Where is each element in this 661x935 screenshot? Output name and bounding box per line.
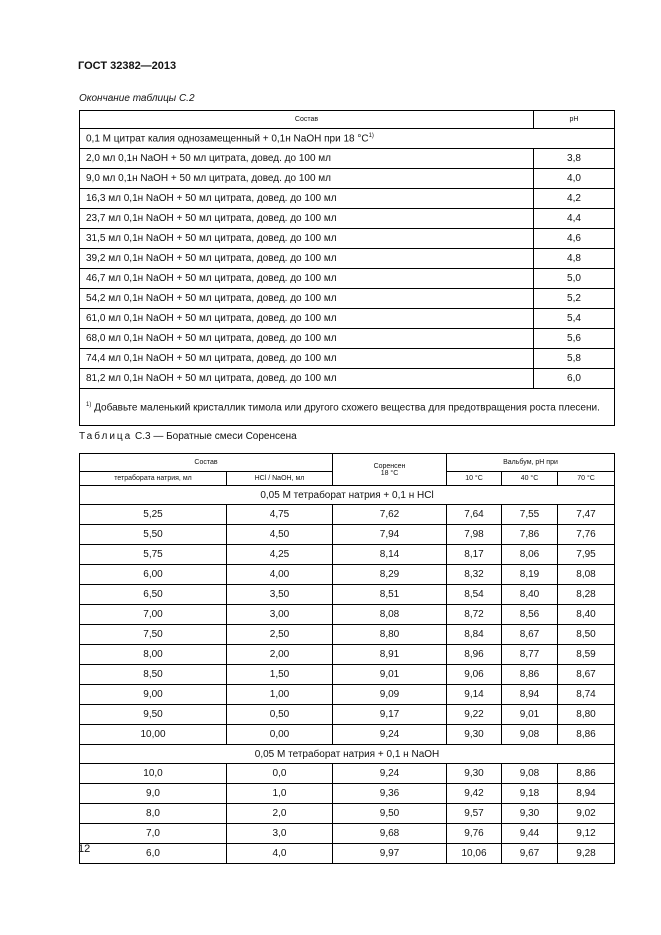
table-row [80, 209, 615, 229]
table-row [80, 705, 615, 725]
composition-cell: 2,0 мл 0,1н NaOH + 50 мл цитрата, довед. до 100 мл [80, 149, 534, 169]
sorensen-cell: 8,08 [333, 605, 447, 625]
walbum-40-cell: 8,19 [502, 565, 558, 585]
acid-base-cell: 4,00 [227, 565, 333, 585]
ph-cell: 5,0 [534, 269, 615, 289]
table-row [80, 229, 615, 249]
acid-base-cell: 2,0 [227, 804, 333, 824]
sorensen-cell: 9,97 [333, 844, 447, 864]
walbum-40-cell: 8,56 [502, 605, 558, 625]
walbum-70-cell: 9,02 [558, 804, 615, 824]
acid-base-cell: 0,50 [227, 705, 333, 725]
ph-cell: 3,8 [534, 149, 615, 169]
table-row [80, 844, 615, 864]
sorensen-cell: 7,94 [333, 525, 447, 545]
table-row [80, 525, 615, 545]
walbum-10-cell: 9,42 [447, 784, 502, 804]
walbum-70-cell: 7,76 [558, 525, 615, 545]
tetraborate-cell: 6,0 [80, 844, 227, 864]
walbum-10-cell: 9,30 [447, 725, 502, 745]
table2-group-title [80, 129, 615, 149]
t70-header: 70 °С [558, 472, 615, 486]
acid-base-cell: 4,0 [227, 844, 333, 864]
composition-cell: 31,5 мл 0,1н NaOH + 50 мл цитрата, довед. до 100 мл [80, 229, 534, 249]
tetraborate-cell: 7,00 [80, 605, 227, 625]
acid-base-cell: 4,50 [227, 525, 333, 545]
walbum-70-cell: 8,86 [558, 725, 615, 745]
table-row [80, 269, 615, 289]
table2-header-row [80, 111, 615, 129]
table-row [80, 645, 615, 665]
table2-caption: Окончание таблицы С.2 [79, 93, 195, 104]
walbum-70-cell: 8,86 [558, 764, 615, 784]
table3-group1-row [80, 486, 615, 505]
walbum-10-cell: 10,06 [447, 844, 502, 864]
walbum-10-cell: 7,98 [447, 525, 502, 545]
tetraborate-cell: 8,00 [80, 645, 227, 665]
sorensen-label: Соренсен [373, 462, 406, 470]
walbum-70-cell: 9,28 [558, 844, 615, 864]
table-row [80, 665, 615, 685]
walbum-40-cell: 8,77 [502, 645, 558, 665]
sorensen-cell: 9,24 [333, 764, 447, 784]
table3-group2-row [80, 745, 615, 764]
table-row [80, 764, 615, 784]
composition-cell: 74,4 мл 0,1н NaOH + 50 мл цитрата, довед. до 100 мл [80, 349, 534, 369]
acid-base-cell: 3,00 [227, 605, 333, 625]
col-composition-header: Состав [80, 111, 534, 129]
sorensen-cell: 8,29 [333, 565, 447, 585]
table-row [80, 169, 615, 189]
table3-group1-body [80, 505, 615, 745]
walbum-70-cell: 8,08 [558, 565, 615, 585]
composition-cell: 39,2 мл 0,1н NaOH + 50 мл цитрата, довед. до 100 мл [80, 249, 534, 269]
table3-caption-rest: С.3 — Боратные смеси Соренсена [135, 431, 297, 442]
walbum-10-cell: 7,64 [447, 505, 502, 525]
tetraborate-cell: 9,50 [80, 705, 227, 725]
sorensen-cell: 9,17 [333, 705, 447, 725]
ph-cell: 5,6 [534, 329, 615, 349]
tetraborate-cell: 9,0 [80, 784, 227, 804]
table-row [80, 249, 615, 269]
walbum-header: Вальбум, pH при [447, 454, 615, 472]
ph-cell: 4,4 [534, 209, 615, 229]
acid-base-cell: 3,50 [227, 585, 333, 605]
composition-cell: 61,0 мл 0,1н NaOH + 50 мл цитрата, довед. до 100 мл [80, 309, 534, 329]
table-row [80, 565, 615, 585]
walbum-40-cell: 8,40 [502, 585, 558, 605]
tetraborate-cell: 10,00 [80, 725, 227, 745]
ph-cell: 4,2 [534, 189, 615, 209]
acid-base-cell: 4,75 [227, 505, 333, 525]
walbum-40-cell: 8,06 [502, 545, 558, 565]
table-row [80, 685, 615, 705]
table-row [80, 545, 615, 565]
walbum-10-cell: 8,54 [447, 585, 502, 605]
tetraborate-cell: 5,25 [80, 505, 227, 525]
walbum-10-cell: 8,32 [447, 565, 502, 585]
col-ph-header: pH [534, 111, 615, 129]
ph-cell: 4,0 [534, 169, 615, 189]
tetraborate-cell: 5,75 [80, 545, 227, 565]
walbum-10-cell: 9,14 [447, 685, 502, 705]
table2-footnote-row [80, 389, 615, 426]
t40-header: 40 °С [502, 472, 558, 486]
table3-group2-body [80, 764, 615, 864]
walbum-40-cell: 8,86 [502, 665, 558, 685]
tetraborate-cell: 7,0 [80, 824, 227, 844]
walbum-70-cell: 8,28 [558, 585, 615, 605]
table-c2 [79, 110, 615, 426]
page-number: 12 [78, 843, 91, 855]
walbum-70-cell: 8,50 [558, 625, 615, 645]
table-row [80, 505, 615, 525]
table-row [80, 149, 615, 169]
table3-caption [79, 431, 297, 442]
acid-base-cell: 1,00 [227, 685, 333, 705]
table-row [80, 625, 615, 645]
walbum-10-cell: 9,06 [447, 665, 502, 685]
walbum-10-cell: 8,72 [447, 605, 502, 625]
acid-base-cell: 4,25 [227, 545, 333, 565]
sorensen-cell: 9,01 [333, 665, 447, 685]
walbum-40-cell: 9,08 [502, 764, 558, 784]
ph-cell: 5,4 [534, 309, 615, 329]
t10-header: 10 °С [447, 472, 502, 486]
table-c3 [79, 453, 615, 864]
table-row [80, 725, 615, 745]
tetraborate-cell: 6,00 [80, 565, 227, 585]
walbum-40-cell: 9,67 [502, 844, 558, 864]
tetraborate-cell: 10,0 [80, 764, 227, 784]
table2-footnote [80, 389, 615, 426]
walbum-10-cell: 8,17 [447, 545, 502, 565]
tetraborate-cell: 7,50 [80, 625, 227, 645]
walbum-10-cell: 9,30 [447, 764, 502, 784]
walbum-40-cell: 7,86 [502, 525, 558, 545]
sorensen-cell: 9,24 [333, 725, 447, 745]
acid-base-cell: 1,50 [227, 665, 333, 685]
walbum-10-cell: 9,76 [447, 824, 502, 844]
acid-base-cell: 2,50 [227, 625, 333, 645]
tetraborate-cell: 5,50 [80, 525, 227, 545]
walbum-70-cell: 9,12 [558, 824, 615, 844]
sorensen-temp: 18 °С [380, 469, 399, 477]
table2-body [80, 149, 615, 389]
sorensen-header [333, 454, 447, 486]
walbum-10-cell: 9,22 [447, 705, 502, 725]
walbum-40-cell: 7,55 [502, 505, 558, 525]
table-row [80, 804, 615, 824]
walbum-10-cell: 8,96 [447, 645, 502, 665]
footnote-mark: 1) [86, 402, 92, 409]
acid-base-cell: 1,0 [227, 784, 333, 804]
composition-cell: 16,3 мл 0,1н NaOH + 50 мл цитрата, довед. до 100 мл [80, 189, 534, 209]
composition-cell: 46,7 мл 0,1н NaOH + 50 мл цитрата, довед. до 100 мл [80, 269, 534, 289]
acid-base-cell: 0,0 [227, 764, 333, 784]
sorensen-cell: 8,80 [333, 625, 447, 645]
table-row [80, 349, 615, 369]
walbum-40-cell: 9,18 [502, 784, 558, 804]
walbum-40-cell: 8,94 [502, 685, 558, 705]
composition-header: Состав [80, 454, 333, 472]
walbum-70-cell: 8,80 [558, 705, 615, 725]
walbum-70-cell: 8,59 [558, 645, 615, 665]
table-row [80, 309, 615, 329]
table-row [80, 189, 615, 209]
footnote-ref: 1) [368, 132, 374, 139]
table2-group-row [80, 129, 615, 149]
acid-base-cell: 0,00 [227, 725, 333, 745]
walbum-70-cell: 7,95 [558, 545, 615, 565]
walbum-40-cell: 9,30 [502, 804, 558, 824]
walbum-40-cell: 8,67 [502, 625, 558, 645]
walbum-70-cell: 8,40 [558, 605, 615, 625]
footnote-text: Добавьте маленький кристаллик тимола или другого схожего вещества для предотвращения роста плесени. [94, 402, 600, 414]
group2-title: 0,05 М тетраборат натрия + 0,1 н NaOH [80, 745, 615, 764]
walbum-40-cell: 9,44 [502, 824, 558, 844]
document-header: ГОСТ 32382—2013 [78, 60, 177, 72]
sorensen-cell: 7,62 [333, 505, 447, 525]
sorensen-cell: 8,14 [333, 545, 447, 565]
walbum-40-cell: 9,01 [502, 705, 558, 725]
table-row [80, 289, 615, 309]
composition-cell: 23,7 мл 0,1н NaOH + 50 мл цитрата, довед. до 100 мл [80, 209, 534, 229]
ph-cell: 6,0 [534, 369, 615, 389]
walbum-10-cell: 8,84 [447, 625, 502, 645]
sorensen-cell: 9,09 [333, 685, 447, 705]
table-row [80, 369, 615, 389]
sorensen-cell: 8,91 [333, 645, 447, 665]
ph-cell: 5,8 [534, 349, 615, 369]
composition-cell: 54,2 мл 0,1н NaOH + 50 мл цитрата, довед. до 100 мл [80, 289, 534, 309]
acid-base-cell: 2,00 [227, 645, 333, 665]
tetraborate-cell: 6,50 [80, 585, 227, 605]
walbum-70-cell: 8,94 [558, 784, 615, 804]
walbum-70-cell: 8,67 [558, 665, 615, 685]
tetraborate-cell: 9,00 [80, 685, 227, 705]
sorensen-cell: 9,50 [333, 804, 447, 824]
group1-title: 0,05 М тетраборат натрия + 0,1 н HCl [80, 486, 615, 505]
ph-cell: 4,6 [534, 229, 615, 249]
sorensen-cell: 9,36 [333, 784, 447, 804]
table-row [80, 585, 615, 605]
walbum-40-cell: 9,08 [502, 725, 558, 745]
walbum-70-cell: 7,47 [558, 505, 615, 525]
tetraborate-cell: 8,50 [80, 665, 227, 685]
tetraborate-header: тетрабората натрия, мл [80, 472, 227, 486]
sorensen-cell: 9,68 [333, 824, 447, 844]
table3-header-row-1 [80, 454, 615, 472]
composition-cell: 9,0 мл 0,1н NaOH + 50 мл цитрата, довед. до 100 мл [80, 169, 534, 189]
table-row [80, 824, 615, 844]
table-row [80, 605, 615, 625]
table-row [80, 329, 615, 349]
sorensen-cell: 8,51 [333, 585, 447, 605]
walbum-10-cell: 9,57 [447, 804, 502, 824]
acid-base-cell: 3,0 [227, 824, 333, 844]
group-title-text: 0,1 М цитрат калия однозамещенный + 0,1н NaOH при 18 °С [86, 133, 369, 145]
table-row [80, 784, 615, 804]
composition-cell: 68,0 мл 0,1н NaOH + 50 мл цитрата, довед. до 100 мл [80, 329, 534, 349]
ph-cell: 4,8 [534, 249, 615, 269]
hcl-naoh-header: HCl / NaOH, мл [227, 472, 333, 486]
tetraborate-cell: 8,0 [80, 804, 227, 824]
table3-caption-prefix: Таблица [79, 431, 133, 442]
composition-cell: 81,2 мл 0,1н NaOH + 50 мл цитрата, довед. до 100 мл [80, 369, 534, 389]
walbum-70-cell: 8,74 [558, 685, 615, 705]
ph-cell: 5,2 [534, 289, 615, 309]
